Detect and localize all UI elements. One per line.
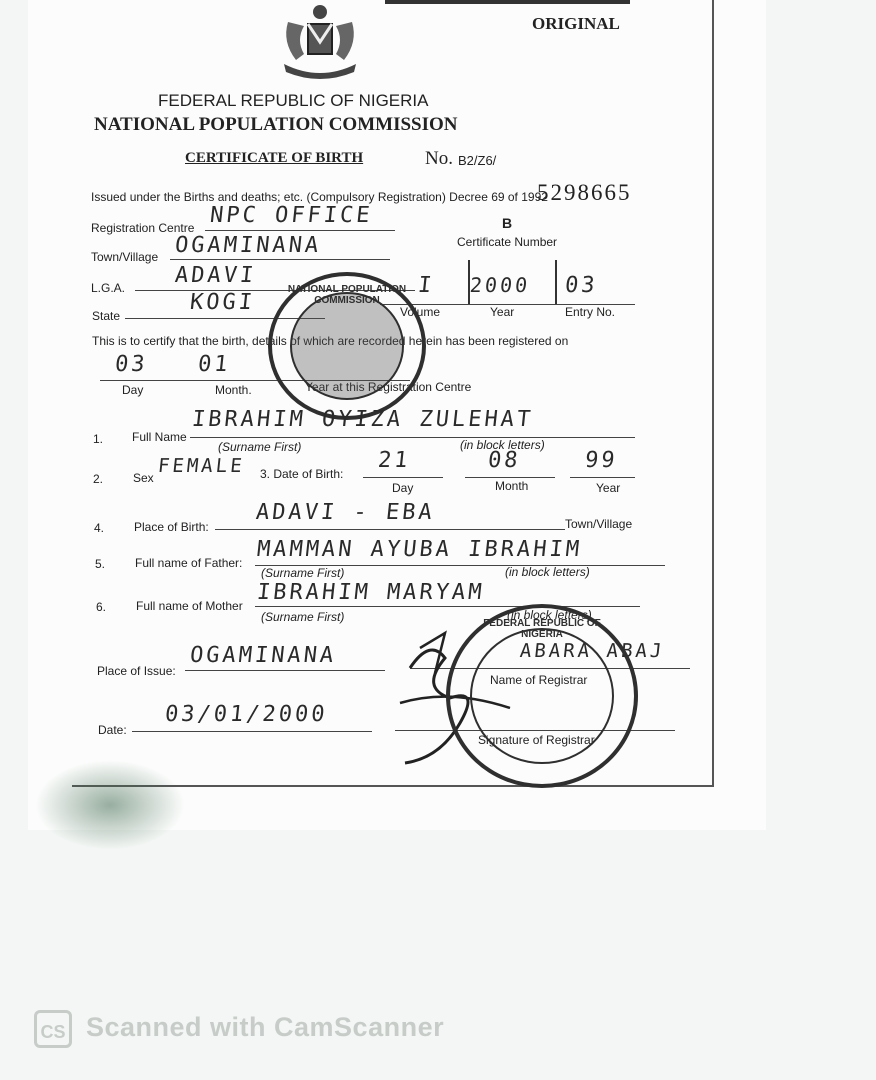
father-value: MAMMAN AYUBA IBRAHIM <box>255 537 584 562</box>
field-4-number: 4. <box>94 521 105 535</box>
father-label: Full name of Father: <box>135 556 243 570</box>
full-name-label: Full Name <box>132 430 187 444</box>
state-value: KOGI <box>188 290 257 315</box>
dob-day-value: 21 <box>376 448 412 473</box>
date-label: Date: <box>98 723 127 737</box>
registrar-name-label: Name of Registrar <box>490 673 588 687</box>
mother-line <box>255 606 640 607</box>
registered-month-label: Month. <box>215 383 252 397</box>
dob-month-value: 08 <box>486 448 522 473</box>
entry-value: 03 <box>563 273 599 298</box>
state-label: State <box>92 309 121 323</box>
registrar-stamp <box>446 604 638 788</box>
certificate-number-label: Certificate Number <box>457 235 558 249</box>
year-at-centre-label: Year at this Registration Centre <box>305 380 472 394</box>
lga-label: L.G.A. <box>91 281 126 295</box>
mother-surname-first: (Surname First) <box>261 610 345 624</box>
serial-number: 5298665 <box>537 180 632 205</box>
place-of-birth-line <box>215 529 565 530</box>
scan-smudge <box>35 760 185 850</box>
full-name-line <box>190 437 635 438</box>
camscanner-logo: CS <box>34 1010 72 1048</box>
registered-day-label: Day <box>122 383 144 397</box>
father-surname-first: (Surname First) <box>261 566 345 580</box>
dob-month-line <box>465 477 555 478</box>
registered-day-value: 03 <box>113 352 149 377</box>
full-name-surname-first: (Surname First) <box>218 440 302 454</box>
year-label: Year <box>490 305 515 319</box>
mother-label: Full name of Mother <box>136 599 243 613</box>
header-line2: NATIONAL POPULATION COMMISSION <box>94 114 458 135</box>
dob-day-label: Day <box>392 481 414 495</box>
field-6-number: 6. <box>96 600 107 614</box>
dob-year-label: Year <box>596 481 621 495</box>
sex-value: FEMALE <box>156 455 246 477</box>
registered-month-value: 01 <box>196 352 232 377</box>
dob-year-line <box>570 477 635 478</box>
camscanner-watermark-text: Scanned with CamScanner <box>86 1012 445 1042</box>
registrar-stamp-text: FEDERAL REPUBLIC OF NIGERIA <box>483 618 601 640</box>
certificate-title: CERTIFICATE OF BIRTH <box>185 150 364 166</box>
sex-label: Sex <box>133 471 154 485</box>
number-label: No. <box>425 148 453 169</box>
field-1-number: 1. <box>93 432 104 446</box>
town-value: OGAMINANA <box>173 233 323 258</box>
top-edge-bar <box>385 0 630 4</box>
registration-centre-line <box>205 230 395 231</box>
mother-value: IBRAHIM MARYAM <box>255 580 486 605</box>
registration-centre-value: NPC OFFICE <box>208 203 374 228</box>
date-value: 03/01/2000 <box>163 702 329 727</box>
number-prefix: B2/Z6/ <box>458 153 497 168</box>
place-of-birth-value: ADAVI - EBA <box>254 500 437 525</box>
town-village-label: Town/Village <box>565 517 633 531</box>
place-of-birth-label: Place of Birth: <box>134 520 209 534</box>
field-5-number: 5. <box>95 557 106 571</box>
npc-stamp <box>268 272 426 420</box>
place-of-issue-value: OGAMINANA <box>188 643 338 668</box>
field-2-number: 2. <box>93 472 104 486</box>
registration-centre-label: Registration Centre <box>91 221 195 235</box>
place-of-issue-line <box>185 670 385 671</box>
date-line <box>132 731 372 732</box>
dob-day-line <box>363 477 443 478</box>
certificate-letter: B <box>502 215 513 231</box>
full-name-in-block: (in block letters) <box>460 438 545 452</box>
entry-divider <box>555 260 557 304</box>
volume-label: Volume <box>400 305 441 319</box>
year-divider <box>468 260 470 304</box>
dob-month-label: Month <box>495 479 529 493</box>
registrar-name-value: ABARA ABAJ <box>518 640 666 662</box>
npc-stamp-text: NATIONAL POPULATION COMMISSION <box>287 284 407 306</box>
header-line1: FEDERAL REPUBLIC OF NIGERIA <box>158 91 429 110</box>
copy-mark: ORIGINAL <box>532 14 620 33</box>
signature-label: Signature of Registrar <box>478 733 595 747</box>
volume-value: I <box>416 273 436 298</box>
entry-label: Entry No. <box>565 305 616 319</box>
town-label: Town/Village <box>91 250 159 264</box>
dob-year-value: 99 <box>583 448 619 473</box>
full-name-value: IBRAHIM OYIZA ZULEHAT <box>190 407 535 432</box>
issued-under-text: Issued under the Births and deaths; etc. (Compulsory Registration) Decree 69 of 1992 <box>91 190 548 204</box>
dob-label: 3. Date of Birth: <box>260 467 344 481</box>
coat-of-arms-icon <box>274 2 366 82</box>
father-in-block: (in block letters) <box>505 565 590 579</box>
year-value: 2000 <box>468 273 532 297</box>
mother-in-block: (in block letters) <box>507 608 592 622</box>
certify-text: This is to certify that the birth, details of which are recorded herein has been registered on <box>92 334 569 348</box>
lga-value: ADAVI <box>173 263 258 288</box>
town-line <box>170 259 390 260</box>
place-of-issue-label: Place of Issue: <box>97 664 176 678</box>
